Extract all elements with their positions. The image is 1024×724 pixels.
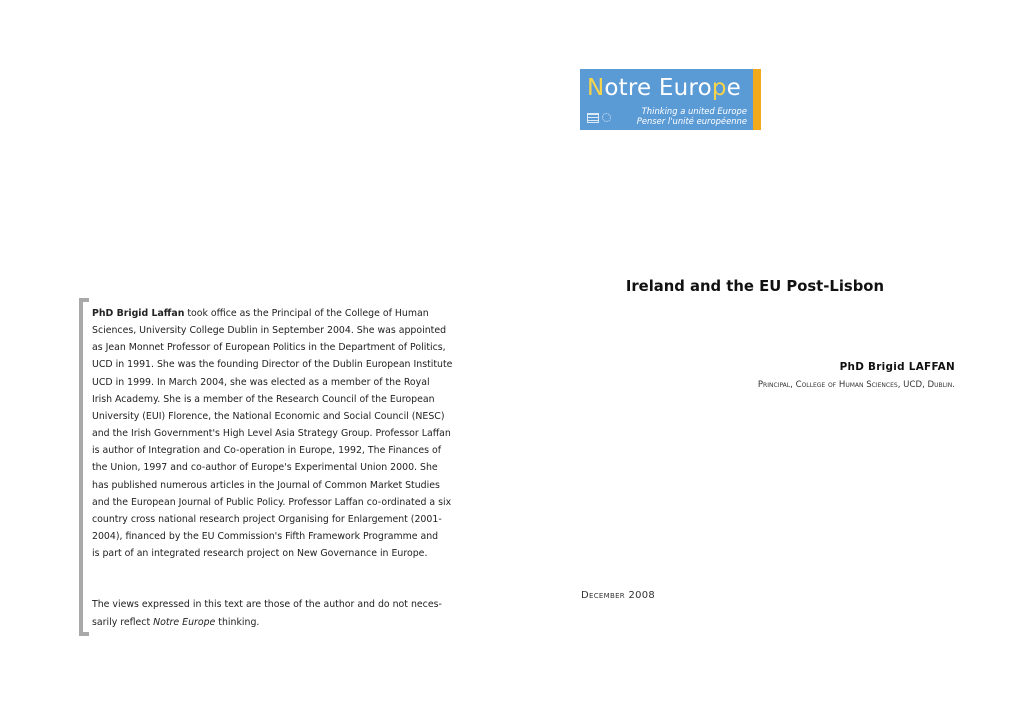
logo-tagline-en: Thinking a united Europe: [641, 106, 747, 116]
disclaimer-line: The views expressed in this text are those of the author and do not neces-: [92, 599, 442, 610]
bio-line: Sciences, University College Dublin in September 2004. She was appointed: [92, 325, 447, 337]
disclaimer-line-end: thinking.: [215, 616, 260, 628]
bio-line: UCD in 1999. In March 2004, she was elected as a member of the Royal: [92, 376, 430, 388]
bio-line: and the Irish Government's High Level Asia Strategy Group. Professor Laffan: [92, 428, 451, 440]
logo-circle-icon: [602, 113, 611, 122]
author-name: PhD Brigid LAFFAN: [839, 361, 955, 373]
bio-line: and the European Journal of Public Policy. Professor Laffan co-ordinated a six: [92, 496, 452, 508]
bio-line: Irish Academy. She is a member of the Research Council of the European: [92, 393, 435, 405]
logo-tagline-fr: Penser l'unité européenne: [636, 115, 747, 126]
logo-accent-stripe: [753, 69, 761, 130]
logo-wordmark: Notre Europe: [587, 75, 742, 101]
bio-line: the Union, 1997 and co-author of Europe's Experimental Union 2000. She: [92, 462, 438, 474]
document-title: Ireland and the EU Post-Lisbon: [625, 278, 884, 295]
logo-tagline: [637, 107, 747, 126]
bio-line: country cross national research project Organising for Enlargement (2001-: [92, 513, 442, 525]
disclaimer-italic: Notre Europe: [153, 616, 216, 628]
bio-line: has published numerous articles in the Journal of Common Market Studies: [92, 479, 440, 491]
bio-bracket: [79, 298, 89, 636]
bio-line: UCD in 1991. She was the founding Director of the Dublin European Institute: [92, 359, 453, 371]
bio-line: is part of an integrated research project on New Governance in Europe.: [92, 548, 428, 560]
bio-author-name: PhD Brigid Laffan: [92, 308, 185, 319]
bio-line: 2004), financed by the EU Commission's Fifth Framework Programme and: [92, 531, 439, 543]
bio-line: as Jean Monnet Professor of European Politics in the Department of Politics,: [92, 342, 446, 354]
author-bio-block: [79, 298, 469, 636]
notre-europe-logo: [580, 69, 761, 130]
bio-line: is author of Integration and Co-operation in Europe, 1992, The Finances of: [92, 445, 442, 457]
disclaimer: [92, 596, 467, 631]
disclaimer-line: sarily reflect: [92, 616, 154, 628]
bio-line: University (EUI) Florence, the National Economic and Social Council (NESC): [92, 410, 445, 422]
author-bio-text: [92, 305, 467, 562]
publication-date: December 2008: [581, 590, 656, 601]
bio-line: took office as the Principal of the College of Human: [184, 308, 429, 319]
logo-grid-icon: [587, 113, 599, 123]
author-affiliation: Principal, College of Human Sciences, UCD, Dublin.: [757, 380, 955, 390]
